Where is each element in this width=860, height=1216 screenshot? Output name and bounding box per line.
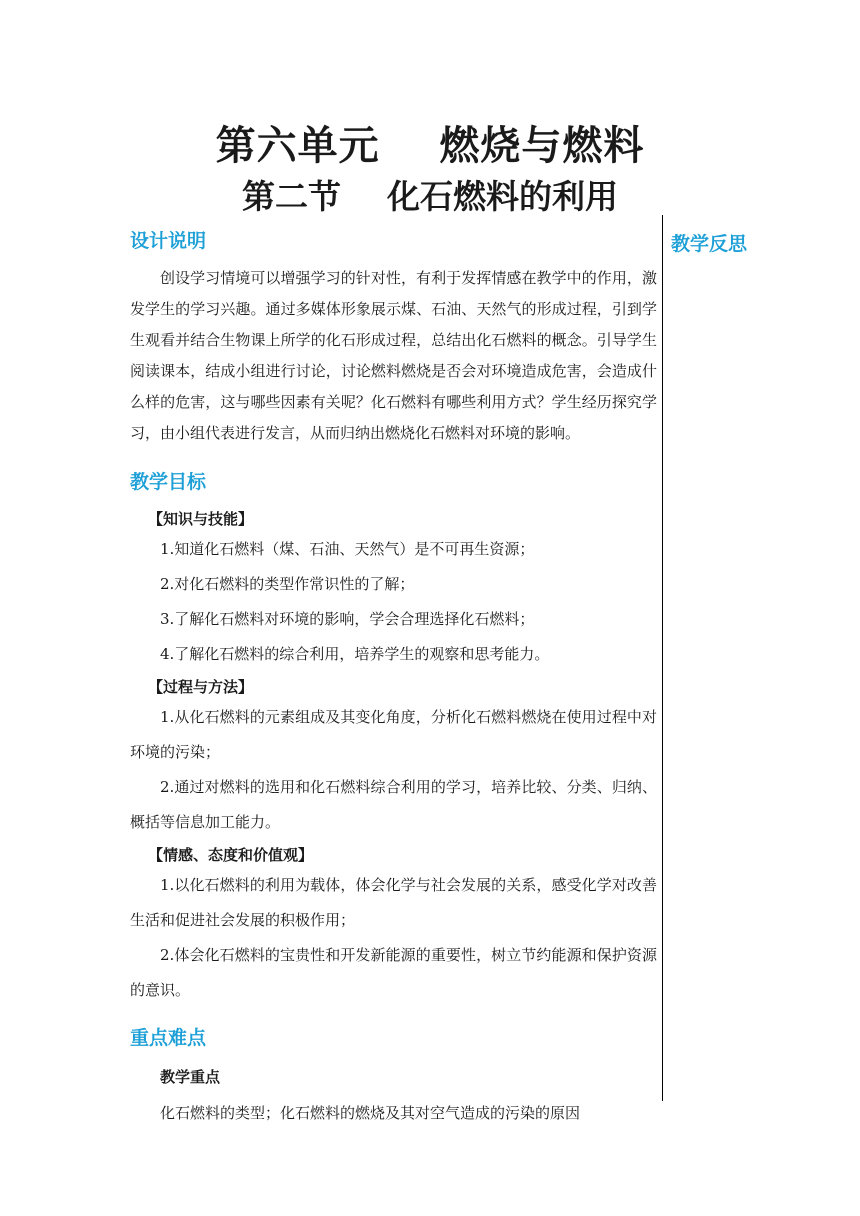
emotion-heading: 【情感、态度和价值观】 [148,846,314,864]
section-title: 第二节 化石燃料的利用 [242,177,618,216]
knowledge-item: 2.对化石燃料的类型作常识性的了解； [160,575,415,593]
design-heading: 设计说明 [130,230,207,252]
column-divider [662,215,663,1101]
reflection-heading: 教学反思 [671,233,748,255]
emotion-item: 2.体会化石燃料的宝贵性和开发新能源的重要性，树立节约能源和保护资源的意识。 [130,946,657,999]
knowledge-item: 3.了解化石燃料对环境的影响，学会合理选择化石燃料； [160,610,535,628]
emotion-item: 1.以化石燃料的利用为载体，体会化学与社会发展的关系，感受化学对改善生活和促进社会发展的积极作用； [130,876,657,929]
unit-title: 第六单元 燃烧与燃料 [215,122,645,169]
process-item: 2.通过对燃料的选用和化石燃料综合利用的学习，培养比较、分类、归纳、概括等信息加工能力。 [130,778,657,831]
key-points-heading: 重点难点 [130,1027,207,1049]
knowledge-heading: 【知识与技能】 [148,510,254,528]
design-paragraph: 创设学习情境可以增强学习的针对性，有利于发挥情感在教学中的作用，激发学生的学习兴趣。通过多媒体形象展示煤、石油、天然气的形成过程，引到学生观看并结合生物课上所学的化石形成过程，总结出化石燃料的概念。引导学生阅读课本，结成小组进行讨论，讨论燃料燃烧是否会对环境造成危害，会造成什么样的危害，这与哪些因素有关呢？化石燃料有哪些利用方式？学生经历探究学习，由小组代表进行发言，从而归纳出燃烧化石燃料对环境的影响。 [130,269,657,442]
knowledge-item: 1.知道化石燃料（煤、石油、天然气）是不可再生资源； [160,540,535,558]
process-heading: 【过程与方法】 [148,678,254,696]
knowledge-item: 4.了解化石燃料的综合利用，培养学生的观察和思考能力。 [160,645,550,663]
focus-heading: 教学重点 [160,1068,221,1086]
objectives-heading: 教学目标 [130,471,207,493]
focus-text: 化石燃料的类型；化石燃料的燃烧及其对空气造成的污染的原因 [160,1104,581,1122]
main-column [130,229,657,1126]
process-item: 1.从化石燃料的元素组成及其变化角度，分析化石燃料燃烧在使用过程中对环境的污染； [130,708,657,761]
